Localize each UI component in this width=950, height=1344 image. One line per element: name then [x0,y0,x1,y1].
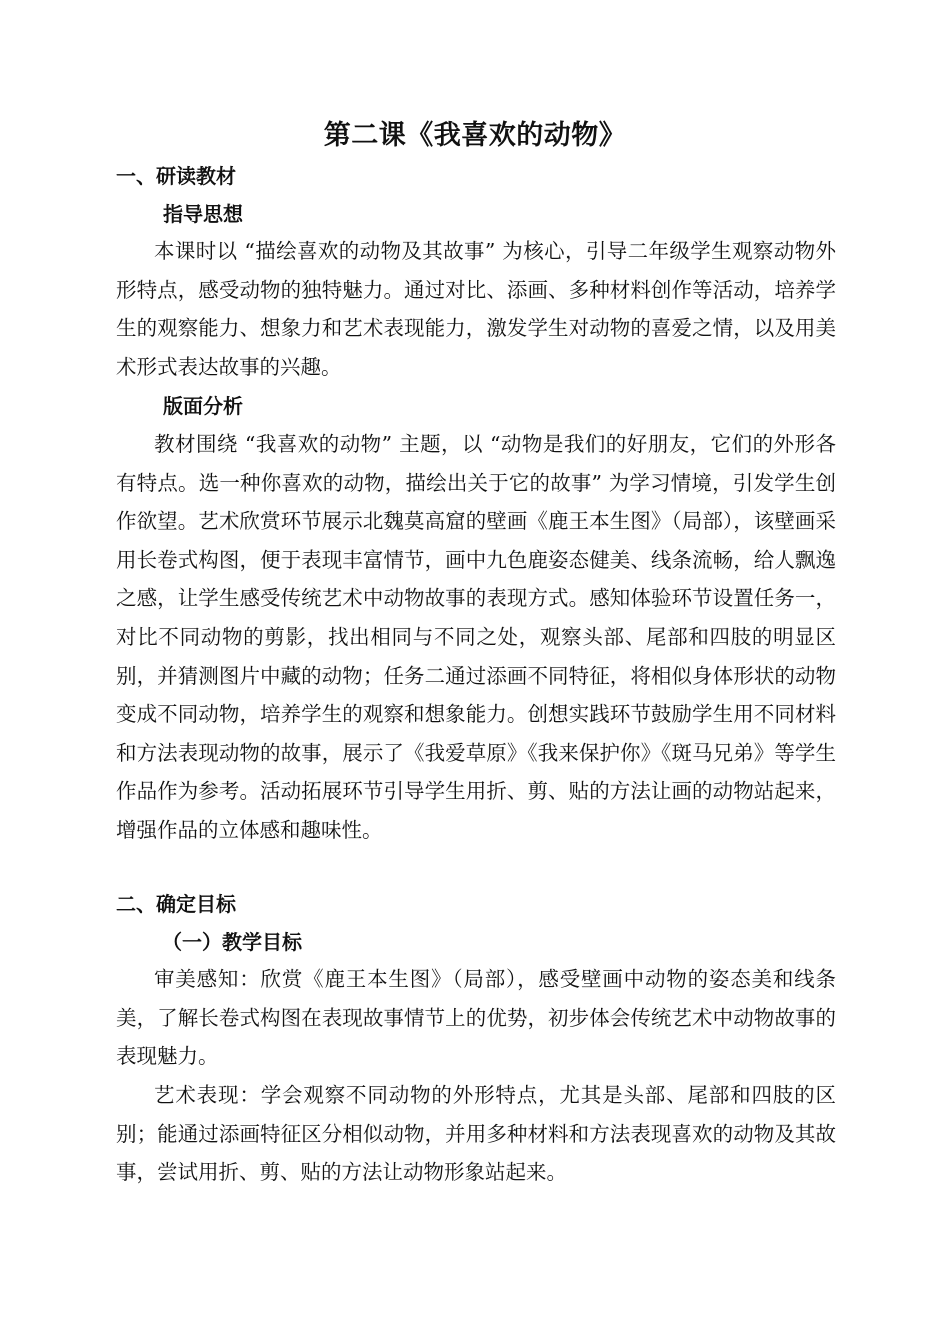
paragraph-aesthetic-perception: 审美感知：欣赏《鹿王本生图》（局部），感受壁画中动物的姿态美和线条美，了解长卷式构图在表现故事情节上的优势，初步体会传统艺术中动物故事的表现魅力。 [116,967,836,1069]
subheading-layout-analysis: 版面分析 [163,394,243,418]
paragraph-layout-analysis: 教材围绕 “我喜欢的动物” 主题，以 “动物是我们的好朋友，它们的外形各有特点。选一种你喜欢的动物，描绘出关于它的故事” 为学习情境，引发学生创作欲望。艺术欣赏环节展示北魏莫高窟的壁画《鹿王本生图》（局部），该壁画采用长卷式构图，便于表现丰富情节，画中九色鹿姿态健美、线条流畅，给人飘逸之感，让学生感受传统艺术中动物故事的表现方式。感知体验环节设置任务一，对比不同动物的剪影，找出相同与不同之处，观察头部、尾部和四肢的明显区别，并猜测图片中藏的动物；任务二通过添画不同特征，将相似身体形状的动物变成不同动物，培养学生的观察和想象能力。创想实践环节鼓励学生用不同材料和方法表现动物的故事，展示了《我爱草原》《我来保护你》《斑马兄弟》等学生作品作为参考。活动拓展环节引导学生用折、剪、贴的方法让画的动物站起来，增强作品的立体感和趣味性。 [116,432,836,842]
section-heading-set-goals: 二、确定目标 [116,892,236,916]
subheading-guiding-thought: 指导思想 [163,202,243,226]
paragraph-guiding-thought: 本课时以 “描绘喜欢的动物及其故事” 为核心，引导二年级学生观察动物外形特点，感受动物的独特魅力。通过对比、添画、多种材料创作等活动，培养学生的观察能力、想象力和艺术表现能力，激发学生对动物的喜爱之情，以及用美术形式表达故事的兴趣。 [116,239,836,379]
section-heading-study-materials: 一、研读教材 [116,164,236,188]
subheading-teaching-goals: （一）教学目标 [162,930,302,954]
paragraph-artistic-expression: 艺术表现：学会观察不同动物的外形特点，尤其是头部、尾部和四肢的区别；能通过添画特征区分相似动物，并用多种材料和方法表现喜欢的动物及其故事，尝试用折、剪、贴的方法让动物形象站起来。 [116,1083,836,1185]
page-title: 第二课《我喜欢的动物》 [323,120,627,151]
